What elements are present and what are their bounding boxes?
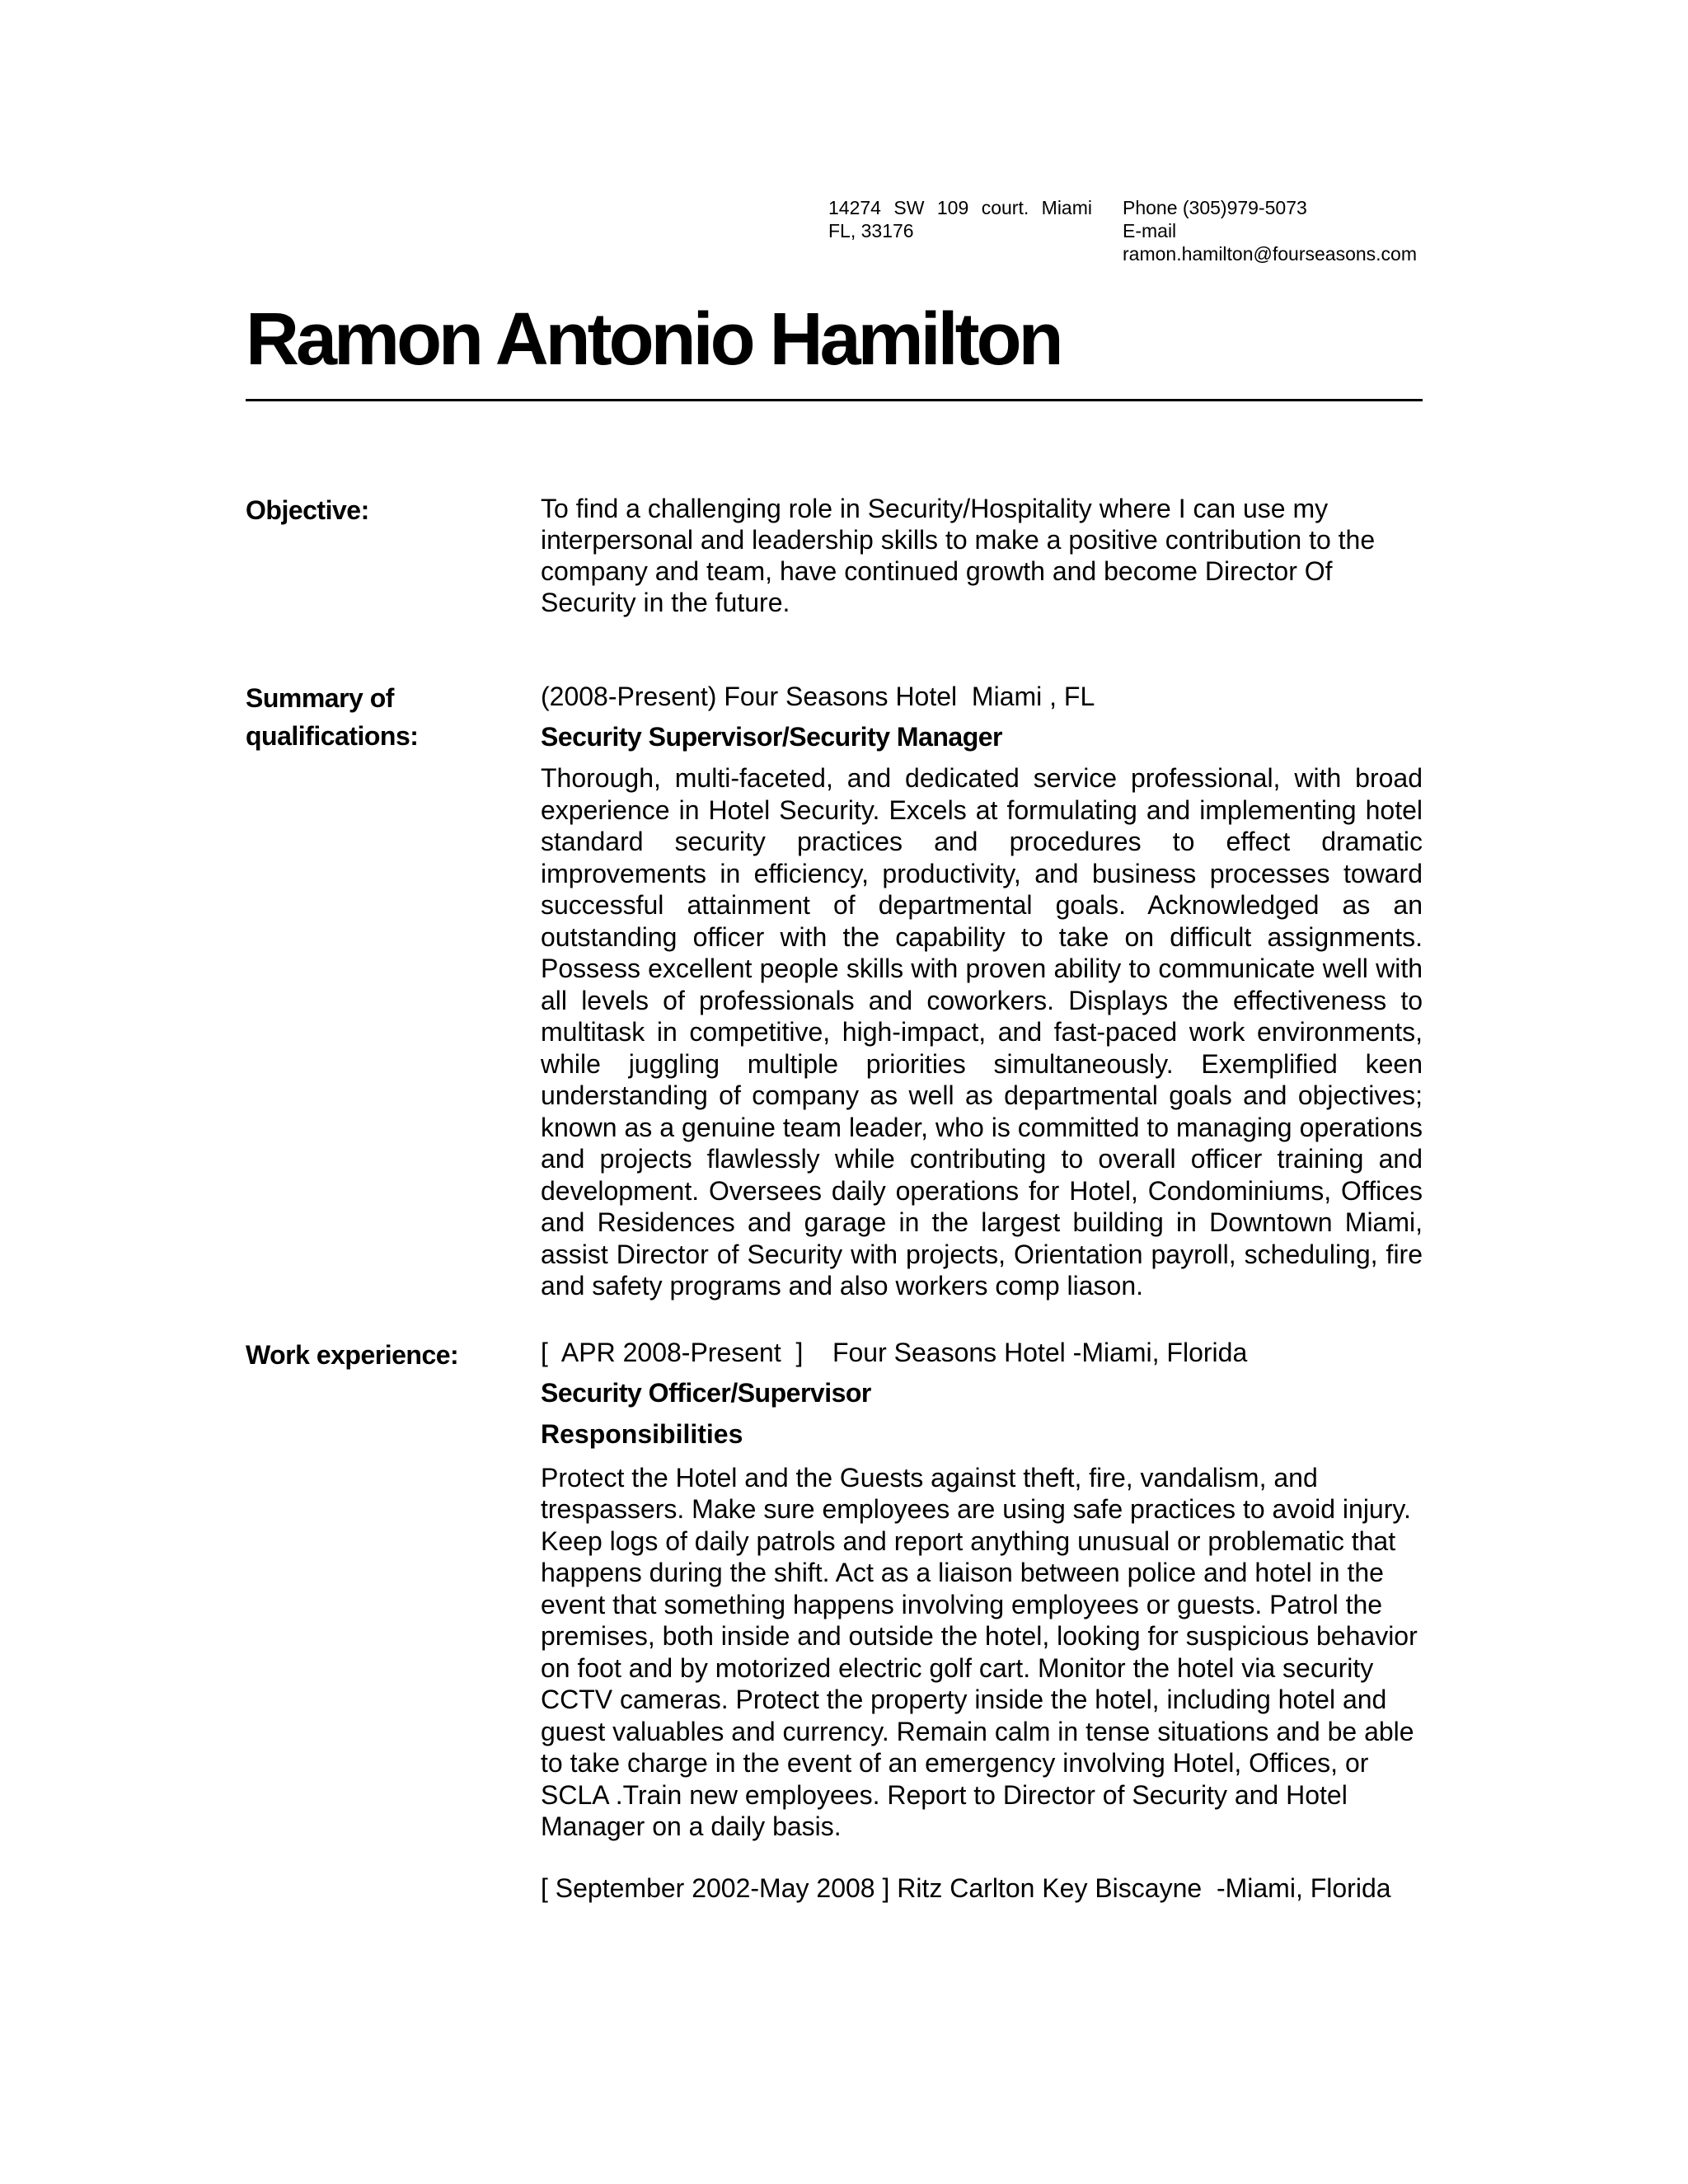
summary-label-line1: Summary of xyxy=(246,683,394,713)
contact-address: 14274 SW 109 court. Miami FL, 33176 xyxy=(828,197,1092,241)
job1-header: [ APR 2008-Present ] Four Seasons Hotel -Miami, Florida xyxy=(541,1338,1248,1367)
summary-section xyxy=(541,681,1423,1302)
summary-role: Security Supervisor/Security Manager xyxy=(541,721,1002,752)
objective-text: To find a challenging role in Security/Hospitality where I can use my interpersonal and leadership skills to make a positive contribution to the company and team, have continued growth and become Director Of Security in the future. xyxy=(541,494,1376,617)
contact-info xyxy=(1123,196,1419,265)
summary-text: Thorough, multi-faceted, and dedicated service professional, with broad experience in Hotel Security. Excels at formulating and implementing hotel standard security practices and procedures to effect dramatic improvements in efficiency, productivity, and business processes toward successful attainment of departmental goals. Acknowledged as an outstanding officer with the capability to take on difficult assignments. Possess excellent people skills with proven ability to communicate well with all levels of professionals and coworkers. Displays the effectiveness to multitask in competitive, high-impact, and fast-paced work environments, while juggling multiple priorities simultaneously. Exemplified keen understanding of company as well as departmental goals and objectives; known as a genuine team leader, who is committed to managing operations and projects flawlessly while contributing to overall officer training and development. Oversees daily operations for Hotel, Condominiums, Offices and Residences and garage in the largest building in Downtown Miami, assist Director of Security with projects, Orientation payroll, scheduling, fire and safety programs and also workers comp liason. xyxy=(541,763,1423,1301)
objective-label: Objective: xyxy=(246,495,369,525)
job1-role: Security Officer/Supervisor xyxy=(541,1377,871,1408)
job1-text: Protect the Hotel and the Guests against theft, fire, vandalism, and trespassers. Make sure employees are using safe practices to avoid injury. Keep logs of daily patrols and report anything unusual or problematic that happens during the shift. Act as a liaison between police and hotel in the event that something happens involving employees or guests. Patrol the premises, both inside and outside the hotel, looking for suspicious behavior on foot and by motorized electric golf cart. Monitor the hotel via security CCTV cameras. Protect the property inside the hotel, including hotel and guest valuables and currency. Remain calm in tense situations and be able to take charge in the event of an emergency involving Hotel, Offices, or SCLA .Train new employees. Report to Director of Security and Hotel Manager on a daily basis. xyxy=(541,1462,1418,1841)
summary-label xyxy=(246,679,509,755)
work-experience-section xyxy=(541,1337,1423,1904)
summary-employer: (2008-Present) Four Seasons Hotel Miami , FL xyxy=(541,682,1095,711)
contact-email-label: E-mail xyxy=(1123,220,1177,241)
contact-email: ramon.hamilton@fourseasons.com xyxy=(1123,243,1418,265)
header-divider xyxy=(246,399,1423,401)
objective-section xyxy=(541,493,1423,618)
contact-phone: Phone (305)979-5073 xyxy=(1123,197,1307,218)
job2-header: [ September 2002-May 2008 ] Ritz Carlton Key Biscayne -Miami, Florida xyxy=(541,1872,1391,1903)
resume-name: Ramon Antonio Hamilton xyxy=(246,298,1061,381)
summary-label-line2: qualifications: xyxy=(246,721,419,751)
job1-responsibilities-label: Responsibilities xyxy=(541,1419,743,1449)
work-experience-label: Work experience: xyxy=(246,1340,459,1370)
